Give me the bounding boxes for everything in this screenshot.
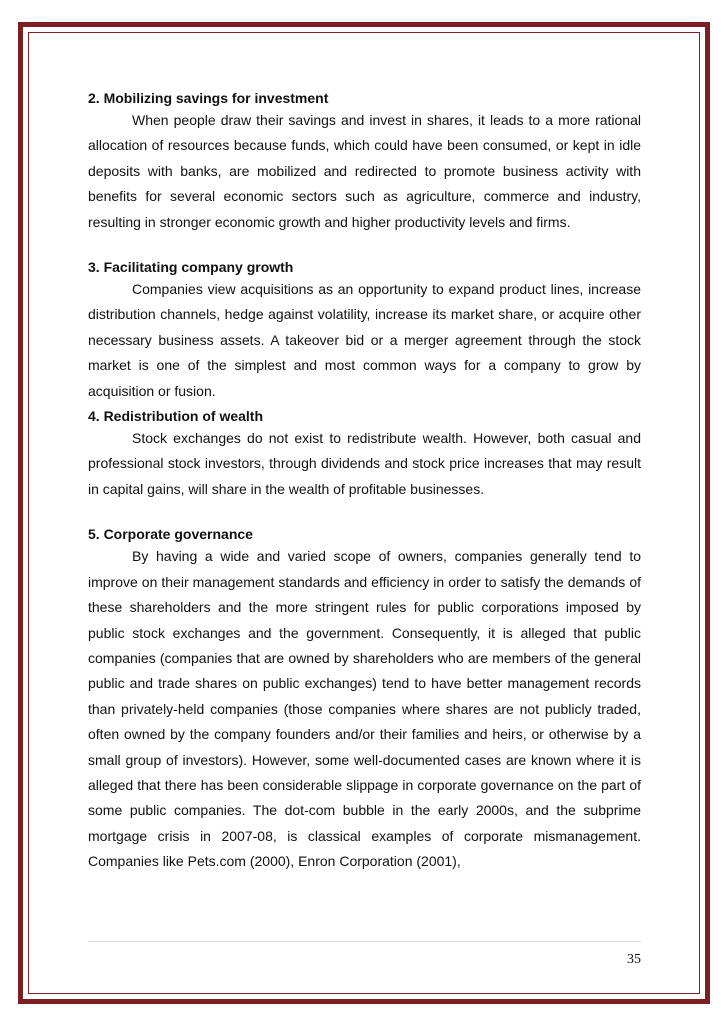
page-content [88,88,641,875]
section-redistribution-wealth [88,406,641,502]
section-paragraph: Companies view acquisitions as an opportunity to expand product lines, increase distribution channels, hedge against volatility, increase its market share, or acquire other necessary business assets. A takeover bid or a merger agreement through the stock market is one of the simplest and most common ways for a company to grow by acquisition or fusion. [88,281,641,399]
section-paragraph: When people draw their savings and invest in shares, it leads to a more rational allocation of resources because funds, which could have been consumed, or kept in idle deposits with banks, are mobilized and redirected to promote business activity with benefits for several economic sectors such as agriculture, commerce and industry, resulting in stronger economic growth and higher productivity levels and firms. [88,112,641,230]
section-paragraph: By having a wide and varied scope of owners, companies generally tend to improve on their management standards and efficiency in order to satisfy the demands of these shareholders and the more stringent rules for public corporations imposed by public stock exchanges and the government. Consequently, it is alleged that public companies (companies that are owned by shareholders who are members of the general public and trade shares on public exchanges) tend to have better management records than privately-held companies (those companies where shares are not publicly traded, often owned by the company founders and/or their families and heirs, or otherwise by a small group of investors). However, some well-documented cases are known where it is alleged that there has been considerable slippage in corporate governance on the part of some public companies. The dot-com bubble in the early 2000s, and the subprime mortgage crisis in 2007-08, is classical examples of corporate mismanagement. Companies like Pets.com (2000), Enron Corporation (2001), [88,548,641,870]
page-number: 35 [627,952,641,967]
section-paragraph: Stock exchanges do not exist to redistribute wealth. However, both casual and professional stock investors, through dividends and stock price increases that may result in capital gains, will share in the wealth of profitable businesses. [88,430,641,497]
section-corporate-governance [88,524,641,874]
section-heading: 2. Mobilizing savings for investment [88,90,329,106]
section-facilitating-growth [88,257,641,404]
section-heading: 5. Corporate governance [88,526,253,543]
section-mobilizing-savings [88,88,641,235]
footer-divider [88,941,641,942]
section-heading: 3. Facilitating company growth [88,259,294,276]
section-heading: 4. Redistribution of wealth [88,408,264,425]
